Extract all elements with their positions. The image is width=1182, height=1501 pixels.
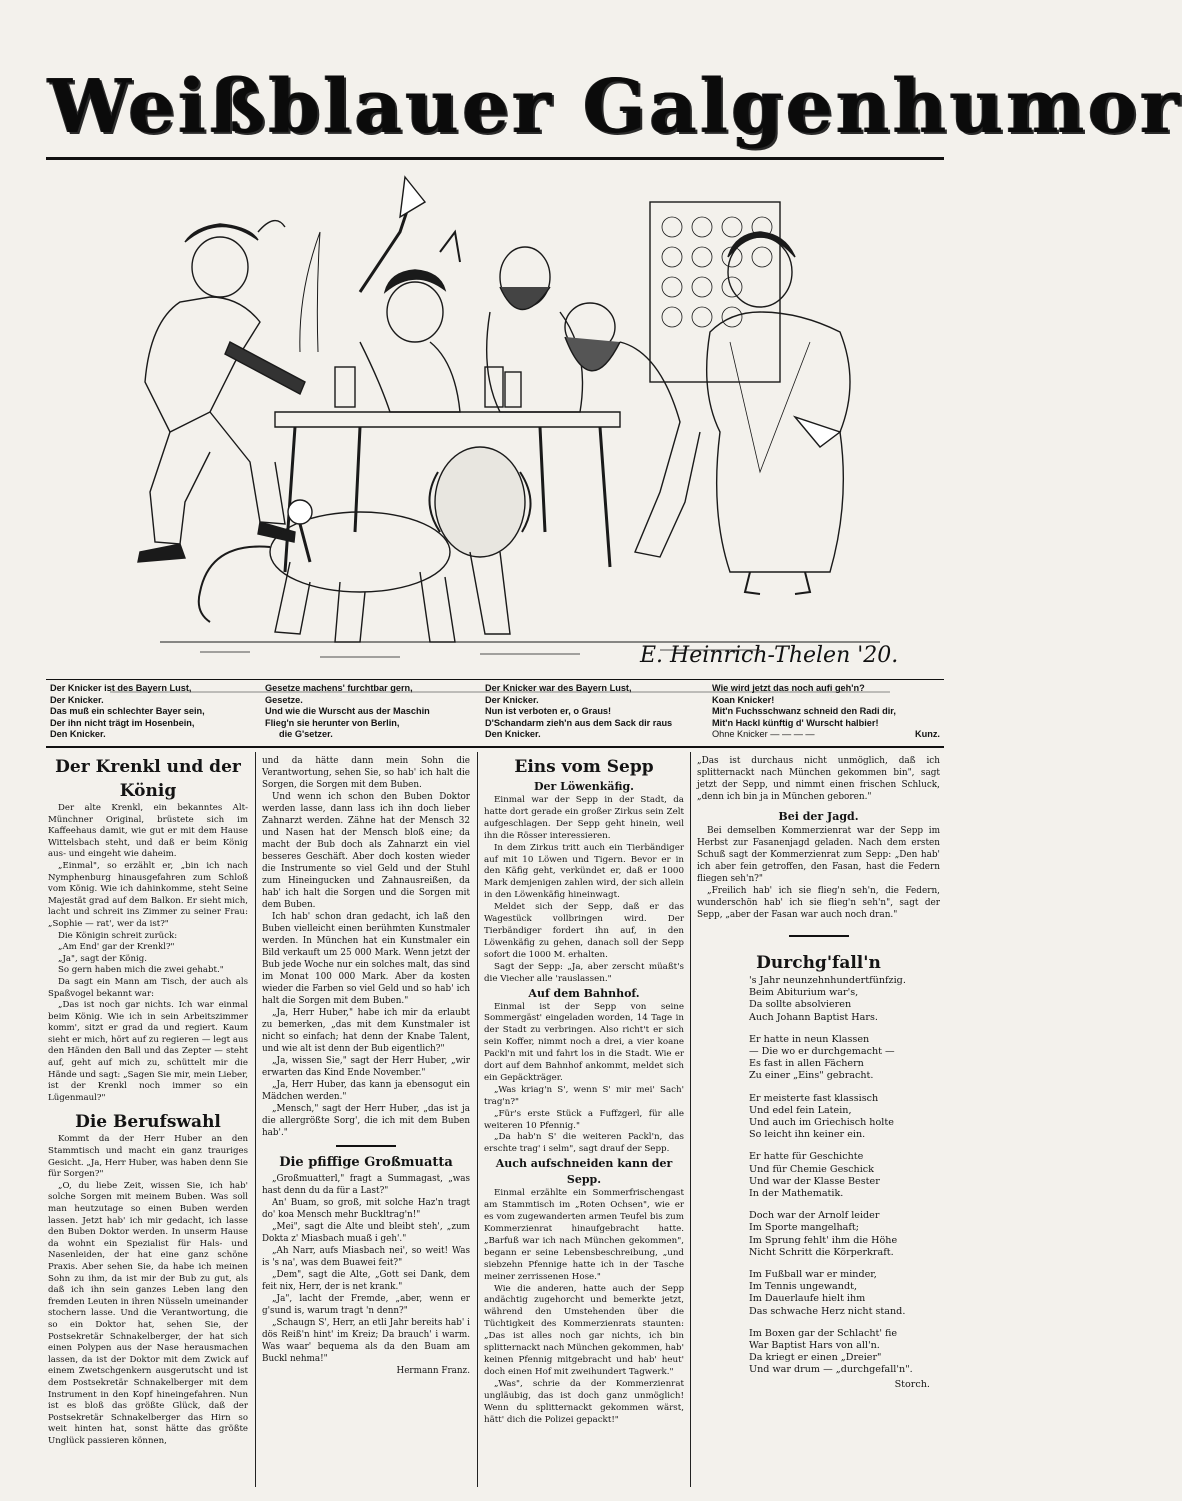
poem-line: Er hatte für Geschichte [749,1151,864,1163]
paragraph: „Ja, wissen Sie," sagt der Herr Huber, „wir erwarten das Kind Ende November." [262,1056,470,1078]
verse-last-line [712,729,940,741]
paragraph: Sagt der Sepp: „Ja, aber zerscht müaßt's die Viecher alle 'rauslassen." [484,961,684,984]
section-title: Bei der Jagd. [778,810,859,823]
author: Storch. [894,1378,930,1390]
poem-line: 's Jahr neunzehnhundertfünfzig. [749,975,906,986]
paragraph: „Für's erste Stück a Fuffzgerl, für alle weiteren 10 Pfennig." [484,1108,684,1131]
poem-line: Doch war der Arnolf leider [749,1210,880,1222]
paragraph: „Am End' gar der Krenkl?" [58,942,175,953]
paragraph: In dem Zirkus tritt auch ein Tierbändiger auf mit 10 Löwen und Tigern. Bevor er in den Käfig geht, verkündet er, daß er 1000 Mark demjenigen zahlen wird, der sich allein in den Löwenkäfig hineinwagt. [484,842,684,901]
poem-line: In der Mathematik. [749,1188,844,1200]
poem-line: Und auch im Griechisch holte [749,1117,894,1129]
poem-line: Er hatte in neun Klassen [749,1033,870,1045]
poem-line: Im Boxen gar der Schlacht' fie [749,1327,898,1339]
verse-line: Mit'n Fuchsschwanz schneid den Radi dir, [712,706,896,717]
poem-line: Im Tennis ungewandt, [749,1281,857,1293]
paragraph: „Das ist durchaus nicht unmöglich, daß ich splitternackt nach München gekommen bin", sagt jetzt der Sepp, und nimmt einen frischen Schluck, „denn ich bin ja in München geboren." [697,756,940,802]
poem-line: Im Dauerlaufe hielt ihm [749,1293,866,1305]
poem-line: Da sollte absolvieren [749,999,852,1011]
paragraph: und da hätte dann mein Sohn die Verantwortung, sehen Sie, so hab' ich halt die Sorgen, die Sorgen mit dem Buben. [262,756,470,790]
article-title-grossmuatta: Die pfiffige Großmuatta [279,1155,453,1170]
poem [697,975,940,1391]
beer-mug [335,367,355,407]
article-title-berufswahl: Die Berufswahl [75,1112,221,1133]
paragraph: „Da hab'n S' die weiteren Packl'n, das erschte trag' i selm", sagt drauf der Sepp. [484,1132,684,1155]
column-divider [690,752,691,1487]
verse-line: Und wie die Wurscht aus der Maschin [265,706,430,717]
poem-line: Nicht Schritt die Körperkraft. [749,1246,894,1258]
paragraph: Einmal ist der Sepp von seine Sommergäst' eingeladen worden, 14 Tage in der Stadt zu verbringen. Also richt't er sich sein Koffer, nimmt noch a drei, a vier koane Packl'n mit und fahrt los in die Stadt. Wie er dort auf dem Bahnhof ankommt, meldet sich ein Gepäckträger. [484,1001,684,1083]
paragraph: Einmal erzählte ein Sommerfrischengast am Stammtisch im „Roten Ochsen", wie er es vom zugewanderten armen Teufel bis zum Kommerzienrat hinaufgebracht hatte. „Barfuß war ich nach München gekommen", begann er seine Lebensbeschreibung, „und siebzehn Pfennige hatte ich in der Tasche meiner zerrissenen Hose." [484,1188,684,1282]
verse-4 [712,683,940,743]
poem-line: Das schwache Herz nicht stand. [749,1305,906,1317]
poem-line: Es fast in allen Fächern [749,1058,864,1070]
paragraph: „Einmal", so erzählt er, „bin ich nach Nymphenburg hinausgefahren zum Schloß vom König. Wie ich dahinkomme, steht Seine Majestät grad auf dem Balkon. Er sieht mich, lacht und schreit ins Zimmer zu seiner Frau: „Sophie — rat', wer da ist?" [48,860,248,929]
verse-line: Ohne Knicker — — — — [712,729,815,740]
man-with-axe [360,177,460,412]
paragraph: Einmal war der Sepp in der Stadt, da hatte dort gerade ein großer Zirkus sein Zelt aufgeschlagen. Der Sepp geht hinein, weil ihn die Rösser interessieren. [484,795,684,841]
column-3 [484,755,684,1426]
paragraph: „Was", schrie da der Kommerzienrat ungläubig, das ist doch ganz unmöglich! Wenn du splitternackt gekommen wärst, hätt' dich die Polizei gepackt!" [484,1378,684,1425]
paragraph: Bei demselben Kommerzienrat war der Sepp im Herbst zur Fasanenjagd geladen. Nach dem ersten Schuß sagt der Kommerzienrat zum Sepp: „Den hab' ich aber fein getroffen, den Fasan, hast die Federn fliegen seh'n?" [697,826,940,884]
paragraph: „Ah Narr, aufs Miasbach nei', so weit! Was is 's na', was dem Buawei feit?" [262,1246,470,1268]
masthead-title: Weißblauer Galgenhumor [48,64,1182,150]
tavern-table [275,412,620,427]
paragraph: „Mei", sagt die Alte und bleibt steh', „zum Dokta z' Miasbach muaß i geh'." [262,1222,470,1244]
poem-line: Er meisterte fast klassisch [749,1092,879,1104]
verse-line: Koan Knicker! [712,694,775,705]
paragraph: Wie die anderen, hatte auch der Sepp andächtig zugehorcht und bemerkte jetzt, während den Umstehenden über die Tüchtigkeit des Kommerzienrats staunten: „Das ist alles noch gar nichts, ich bin splitternackt nach München gekommen, hab' keinen Pfennig mitgebracht und hab' heut' doch einen Hof mit zweihundert Tagwerk." [484,1283,684,1377]
paragraph: Und wenn ich schon den Buben Doktor werden lasse, dann lass ich ihn doch lieber Zahnarzt werden. Zähne hat der Mensch 32 und Nasen hat der Mensch bloß eine; da macht der Bub doch als Zahnarzt ein viel besseres Geschäft. Aber doch kosten wieder die Instrumente so viel Geld und der Stuhl zum Hineingucken und Zahnausreißen, da hab' ich halt die Sorgen und die Sorgen mit dem Buben. [262,792,470,910]
verse-2 [265,683,477,743]
poem-line: Beim Abiturium war's, [749,987,859,999]
section-title: Auf dem Bahnhof. [528,986,640,1000]
section-title: Auch aufschneiden kann der Sepp. [495,1157,673,1187]
verse-line: Der Knicker. [50,694,104,705]
verse-3 [485,683,697,743]
divider [336,1145,396,1147]
paragraph: „Großmuatterl," fragt a Summagast, „was hast denn du da für a Last?" [262,1174,470,1196]
verse-line: Nun ist verboten er, o Graus! [485,706,612,717]
verse-line: Der ihn nicht trägt im Hosenbein, [50,717,195,728]
verse-author: Kunz. [914,729,940,740]
woman-with-bag [707,232,850,594]
paragraph: „Ja", lacht der Fremde, „aber, wenn er g'sund is, warum tragt 'n denn?" [262,1294,470,1316]
poem-line: — Die wo er durchgemacht — [749,1046,895,1058]
illustration-tavern-scene [60,172,940,677]
poem-line: So leicht ihn keiner ein. [749,1129,866,1141]
poem-line: Und edel fein Latein, [749,1104,852,1116]
stanza [749,1328,940,1377]
lion [199,447,531,642]
article-title-krenkl: Der Krenkl und der König [55,757,241,801]
stanza [749,1269,940,1318]
column-4 [697,755,940,1391]
illustration-signature: E. Heinrich-Thelen '20. [640,643,899,668]
poem-line: Und war drum — „durchgefall'n". [749,1364,913,1376]
stanza [749,1093,940,1142]
verse-line: Den Knicker. [485,729,541,740]
verse-line: Den Knicker. [50,729,106,740]
paragraph: Ich hab' schon dran gedacht, ich laß den Buben vielleicht einen berühmten Kunstmaler werden. In München hat ein Kunstmaler ein Bild verkauft um 25 000 Mark. Wenn jetzt der Bub jede Woche nur ein solches malt, das sind im Monat 100 000 Mark. Aber da kosten wieder die Farben so viel Geld und so hab' ich halt die Sorgen mit dem Buben." [262,912,470,1006]
author: Hermann Franz. [396,1366,470,1376]
verse-line: Wie wird jetzt das noch aufi geh'n? [712,683,865,693]
verse-1 [50,683,255,743]
verse-line: Gesetze. [265,694,303,705]
paragraph: „Freilich hab' ich sie flieg'n seh'n, die Federn, wunderschön hab' ich sie flieg'n seh'n", sagt der Sepp, „aber der Fasan war auch noch dran." [697,886,940,920]
paragraph: Die Königin schreit zurück: [58,930,178,941]
column-2 [262,755,470,1377]
verse-line: Gesetze machens' furchtbar gern, [265,683,413,693]
man-with-saw [138,221,305,562]
poem-line: Auch Johann Baptist Hars. [749,1011,878,1023]
paragraph: „Ja", sagt der König. [58,953,147,964]
paragraph: „Ja, Herr Huber," habe ich mir da erlaubt zu bemerken, „das mit dem Kunstmaler ist nicht so einfach; hat denn der Knabe Talent, und wie alt ist denn der Bub eigentlich?" [262,1008,470,1054]
paragraph: „O, du liebe Zeit, wissen Sie, ich hab' solche Sorgen mit meinem Buben. Was soll man heutzutage so einen Buben werden lassen. Jetzt hab' ich mir gedacht, ich lasse den Buben Doktor werden. In unserm Hause da wohnt ein Spezialist für Hals- und Nasenleiden, der hat eine ganz schöne Praxis. Aber sehen Sie, da habe ich meinen Sohn zu ihm, da ist mir der Bub zu gut, als daß ich ihn sein ganzes Leben lang den fremden Leuten in ihren Nüsseln umeinander stochern lasse. Und die Verantwortung, die so ein Doktor hat, sehen Sie, der Postsekretär Schnakelberger, der hat sich einen Polypen aus der Nase herausmachen lassen, da ist der Doktor mit dem Zwick auf einem Zwetschgenkern ausgerutscht und ist dem Postsekretär Schnakelberger mit dem Instrument in den Kopf hineingefahren. Nun ist es bloß das größte Glück, daß der Postsekretär Schnakelberger das Hirn so weit hinten hat, sonst hätte das größte Unglück passieren können, [48,1180,248,1446]
masthead-rule [46,157,944,160]
paragraph: „Ja, Herr Huber, das kann ja ebensogut ein Mädchen werden." [262,1080,470,1102]
poem-line: War Baptist Hars von all'n. [749,1340,880,1352]
paragraph: „Was kriag'n S', wenn S' mir mei' Sach' trag'n?" [484,1084,684,1107]
verse-line: Der Knicker ist des Bayern Lust, [50,683,192,693]
paragraph: Der alte Krenkl, ein bekanntes Alt-Münchner Original, brüstete sich im Kaffeehaus damit, wie gut er mit dem Hause Wittelsbach steht, und daß er beim König aus- und eingeht wie daheim. [48,803,248,860]
paragraph: An' Buam, so groß, mit solche Haz'n tragt do' koa Mensch mehr Buckltrag'n!" [262,1198,470,1220]
verse-line: Flieg'n sie herunter von Berlin, [265,717,400,728]
stanza [749,1210,940,1259]
tiled-stove [650,202,780,382]
verse-line: Der Knicker. [485,694,539,705]
stanza [749,975,940,1024]
poem-line: Da kriegt er einen „Dreier" [749,1352,882,1364]
article-title-sepp: Eins vom Sepp [514,757,654,777]
verse-line: Mit'n Hackl künftig d' Wurscht halbier! [712,717,879,728]
verse-line: Der Knicker war des Bayern Lust, [485,683,632,693]
verse-line: Das muß ein schlechter Bayer sein, [50,706,205,717]
poem-line: Im Sporte mangelhaft; [749,1222,860,1234]
divider [789,935,849,937]
poem-line: Und für Chemie Geschick [749,1163,874,1175]
column-divider [477,752,478,1487]
paragraph: „Schaugn S', Herr, an etli Jahr bereits hab' i dös Reiß'n hint' im Kreiz; Da brauch' i warm. Was waar' bequema als da den Buam am Buckl nehma!" [262,1318,470,1364]
paragraph: So gern haben mich die zwei gehabt." [58,965,224,976]
paragraph: Meldet sich der Sepp, daß er das Wagestück vollbringen wird. Der Tierbändiger fordert ihn auf, in den Löwenkäfig zu gehen, danach soll der Sepp sofort die 1000 M. erhalten. [484,902,684,960]
verse-line: die G'setzer. [279,729,333,740]
article-title-durchsfall: Durchg'fall'n [756,953,881,973]
old-man-front [565,303,700,557]
poem-line: Zu einer „Eins" gebracht. [749,1070,874,1082]
poem-line: Und war der Klasse Bester [749,1175,880,1187]
column-1 [48,755,248,1447]
stanza [749,1151,940,1200]
column-divider [255,752,256,1487]
verse-bottom-rule [46,746,944,748]
paragraph: „Dem", sagt die Alte, „Gott sei Dank, dem feit nix, Herr, der is net krank." [262,1270,470,1292]
paragraph: „Mensch," sagt der Herr Huber, „das ist ja die allergrößte Sorg', die ich mit dem Buben hab'." [262,1104,470,1138]
poem-line: Im Sprung fehlt' ihm die Höhe [749,1234,898,1246]
verse-line: D'Schandarm zieh'n aus dem Sack dir raus [485,717,673,728]
paragraph: Kommt da der Herr Huber an den Stammtisch und macht ein ganz trauriges Gesicht. „Ja, Herr Huber, was haben denn Sie für Sorgen?" [48,1134,248,1180]
verse-top-rule [46,679,944,680]
paragraph: „Das ist noch gar nichts. Ich war einmal beim König. Wie ich in sein Arbeitszimmer komm', sitzt er grad da und regiert. Kaum sieht er mich, hört auf zu regieren — legt aus den Händen den Ball und das Zepter — steht auf, geht auf mich zu, schüttelt mir die Hände und sagt: „Sagen Sie mir, mein Lieber, ist der Krenkl noch immer so ein Lügenmaul?" [48,1000,248,1103]
poem-line: Im Fußball war er minder, [749,1269,877,1281]
section-title: Der Löwenkäfig. [534,780,634,793]
paragraph: Da sagt ein Mann am Tisch, der auch als Spaßvogel bekannt war: [48,976,248,999]
bearded-man [487,247,583,412]
stanza [749,1034,940,1083]
